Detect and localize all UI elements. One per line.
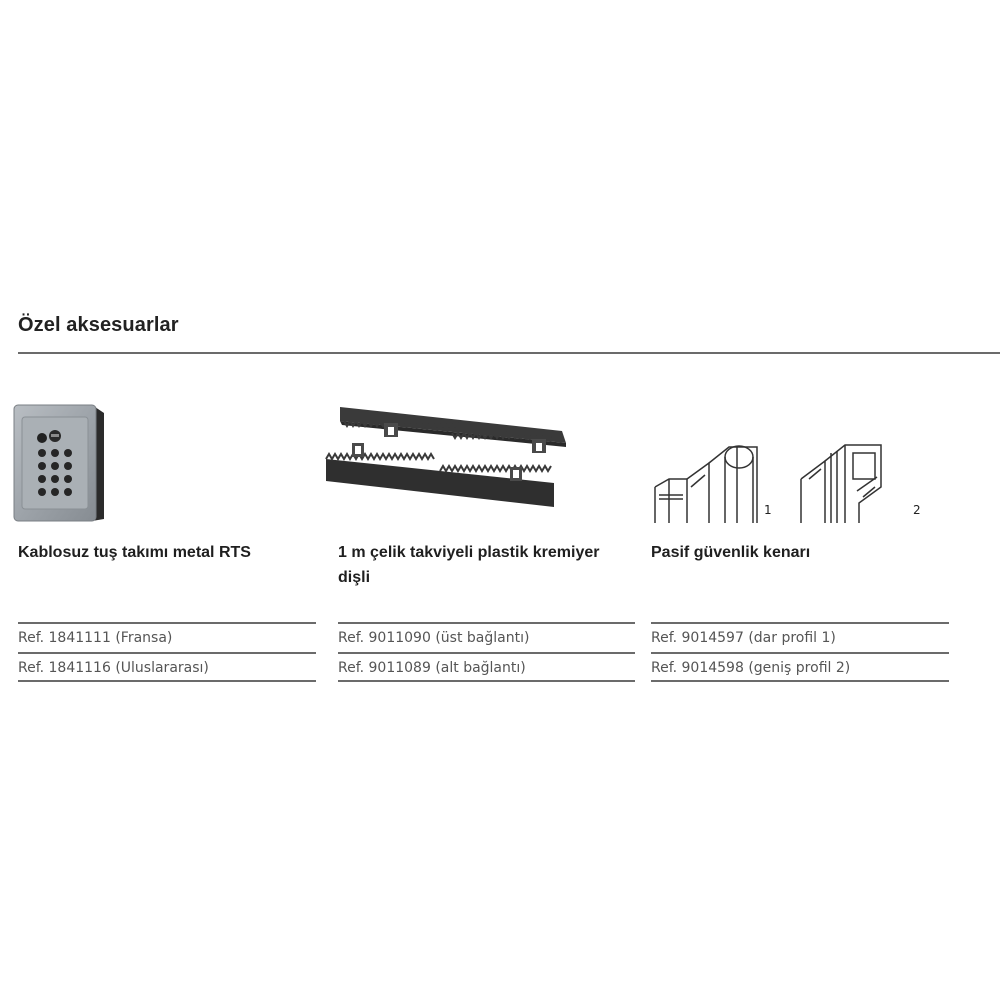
profile-label-1: 1 [764, 503, 772, 517]
ref-row: Ref. 9011090 (üst bağlantı) [338, 622, 635, 652]
ref-list [18, 622, 316, 682]
section-title: Özel aksesuarlar [18, 314, 179, 336]
ref-row: Ref. 9011089 (alt bağlantı) [338, 652, 635, 682]
product-keypad [18, 395, 316, 676]
product-name: Pasif güvenlik kenarı [651, 544, 811, 561]
product-name-line-1: 1 m çelik takviyeli plastik kremiyer [338, 544, 600, 561]
ref-row: Ref. 1841111 (Fransa) [18, 622, 316, 652]
ref-row: Ref. 9014598 (geniş profil 2) [651, 652, 949, 682]
rack-gear-image [338, 395, 635, 530]
product-safety-edge [651, 395, 949, 676]
product-name-line-2: dişli [338, 569, 371, 586]
profile-label-2: 2 [913, 503, 921, 517]
keypad-image [18, 395, 316, 530]
product-name: Kablosuz tuş takımı metal RTS [18, 544, 251, 561]
safety-edge-profiles-image [651, 395, 949, 530]
product-name [338, 540, 600, 590]
product-rack-gear [338, 395, 635, 676]
ref-list [651, 622, 949, 682]
section-divider [18, 352, 1000, 354]
ref-row: Ref. 9014597 (dar profil 1) [651, 622, 949, 652]
ref-list [338, 622, 635, 682]
ref-row: Ref. 1841116 (Uluslararası) [18, 652, 316, 682]
